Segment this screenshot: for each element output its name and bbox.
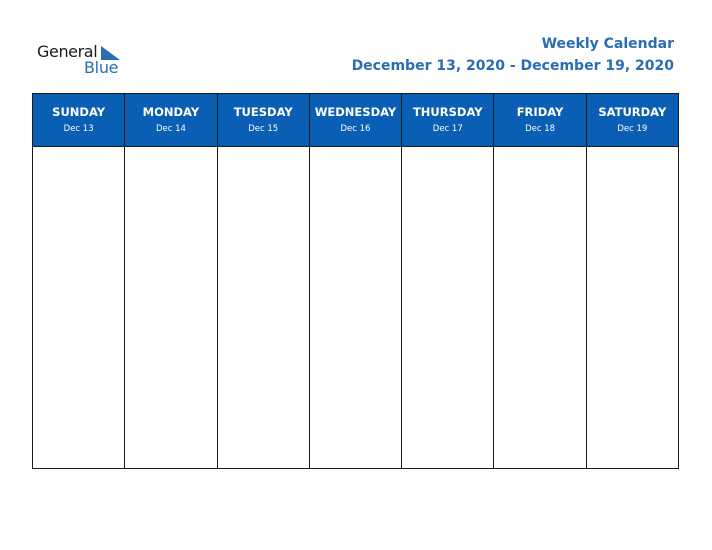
day-cell[interactable]	[587, 147, 678, 468]
calendar-header	[352, 34, 674, 78]
day-date: Dec 14	[155, 124, 186, 134]
day-name: MONDAY	[142, 105, 200, 119]
day-header	[310, 94, 401, 147]
day-cell[interactable]	[402, 147, 493, 468]
day-name: TUESDAY	[233, 105, 293, 119]
day-header	[125, 94, 216, 147]
logo-text-blue: Blue	[84, 58, 119, 77]
day-date: Dec 16	[340, 124, 371, 134]
day-column-thursday	[402, 94, 494, 468]
day-cell[interactable]	[33, 147, 124, 468]
day-column-sunday	[33, 94, 125, 468]
day-cell[interactable]	[494, 147, 585, 468]
day-column-monday	[125, 94, 217, 468]
day-name: WEDNESDAY	[314, 105, 397, 119]
day-date: Dec 13	[63, 124, 94, 134]
day-header	[587, 94, 678, 147]
date-range: December 13, 2020 - December 19, 2020	[351, 58, 674, 74]
day-header	[402, 94, 493, 147]
day-cell[interactable]	[218, 147, 309, 468]
day-date: Dec 18	[525, 124, 556, 134]
day-name: THURSDAY	[412, 105, 483, 119]
day-cell[interactable]	[125, 147, 216, 468]
page-title: Weekly Calendar	[541, 36, 674, 52]
day-header	[218, 94, 309, 147]
day-column-friday	[494, 94, 586, 468]
weekly-calendar-grid	[32, 93, 679, 469]
day-header	[494, 94, 585, 147]
day-date: Dec 15	[248, 124, 279, 134]
day-date: Dec 17	[432, 124, 463, 134]
day-name: FRIDAY	[516, 105, 564, 119]
day-column-saturday	[587, 94, 678, 468]
brand-logo	[37, 43, 127, 79]
day-name: SATURDAY	[598, 105, 667, 119]
day-name: SUNDAY	[52, 105, 106, 119]
logo-text-general: General	[37, 42, 98, 61]
day-date: Dec 19	[617, 124, 648, 134]
day-column-wednesday	[310, 94, 402, 468]
day-cell[interactable]	[310, 147, 401, 468]
day-column-tuesday	[218, 94, 310, 468]
day-header	[33, 94, 124, 147]
